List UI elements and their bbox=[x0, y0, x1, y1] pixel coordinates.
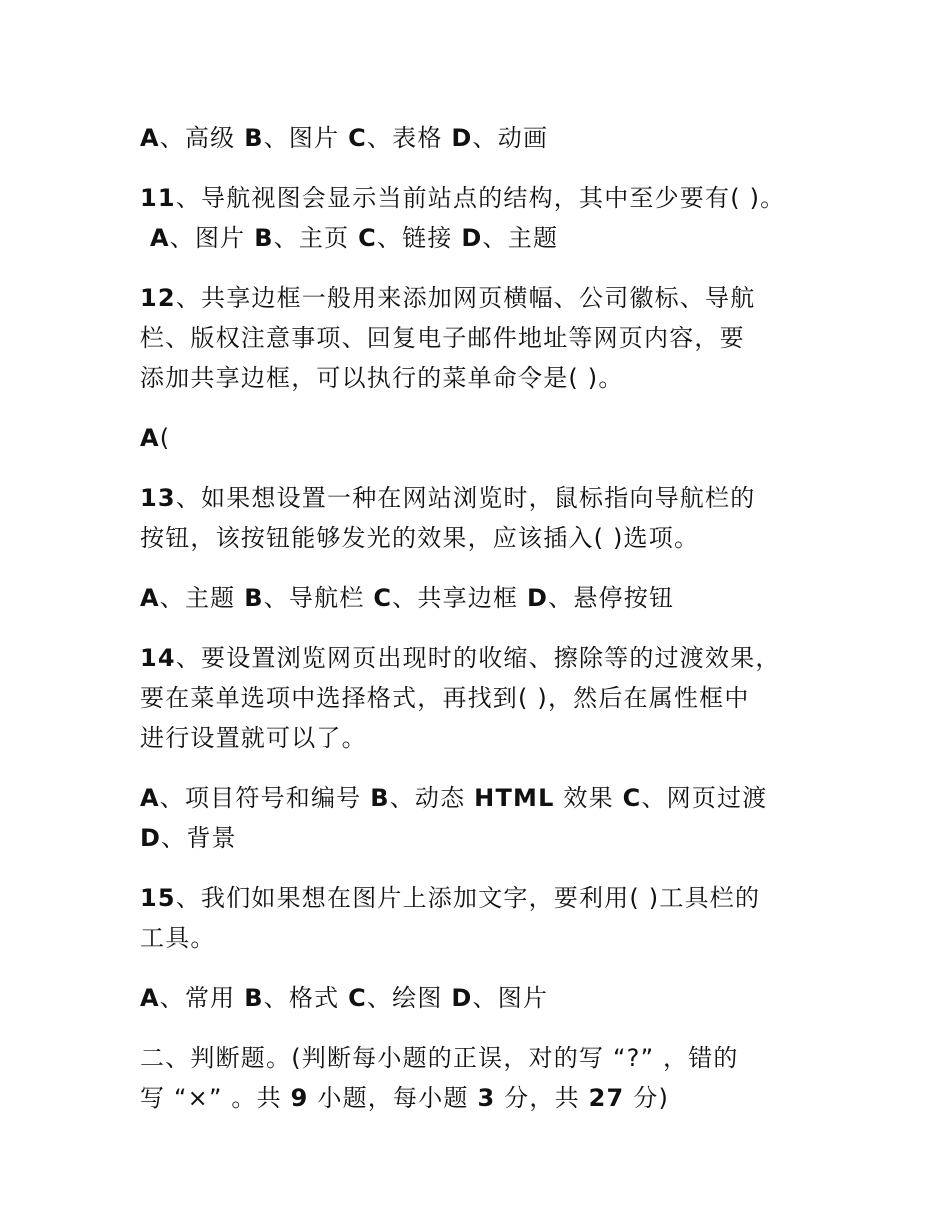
q13-options: A、主题 B、导航栏 C、共享边框 D、悬停按钮 bbox=[140, 584, 675, 612]
q14-question-line1: 14、要设置浏览网页出现时的收缩、擦除等的过渡效果， bbox=[140, 644, 781, 672]
section2-heading-line1: 二、判断题。(判断每小题的正误，对的写 “?” ，错的 bbox=[140, 1044, 739, 1072]
q10-options: A、高级 B、图片 C、表格 D、动画 bbox=[140, 124, 549, 152]
q11-options: A、图片 B、主页 C、链接 D、主题 bbox=[150, 224, 559, 252]
q15-question-line1: 15、我们如果想在图片上添加文字，要利用( )工具栏的 bbox=[140, 884, 761, 912]
q14-options-line2: D、背景 bbox=[140, 824, 237, 852]
q12-question-line1: 12、共享边框一般用来添加网页横幅、公司徽标、导航 bbox=[140, 284, 756, 312]
q14-question-line3: 进行设置就可以了。 bbox=[140, 724, 367, 752]
q12-question-line2: 栏、版权注意事项、回复电子邮件地址等网页内容，要 bbox=[140, 324, 745, 352]
q13-question-line1: 13、如果想设置一种在网站浏览时，鼠标指向导航栏的 bbox=[140, 484, 756, 512]
q14-options-line1: A、项目符号和编号 B、动态 HTML 效果 C、网页过渡 bbox=[140, 784, 768, 812]
q12-question-line3: 添加共享边框，可以执行的菜单命令是( )。 bbox=[140, 364, 624, 392]
q14-question-line2: 要在菜单选项中选择格式，再找到( )，然后在属性框中 bbox=[140, 684, 750, 712]
q13-question-line2: 按钮，该按钮能够发光的效果，应该插入( )选项。 bbox=[140, 524, 700, 552]
q15-question-line2: 工具。 bbox=[140, 924, 216, 952]
section2-heading-line2: 写 “×” 。共 9 小题，每小题 3 分，共 27 分) bbox=[140, 1084, 670, 1112]
q15-options: A、常用 B、格式 C、绘图 D、图片 bbox=[140, 984, 549, 1012]
q11-question: 11、导航视图会显示当前站点的结构，其中至少要有( )。 bbox=[140, 184, 786, 212]
q12-options: A( bbox=[140, 424, 171, 452]
